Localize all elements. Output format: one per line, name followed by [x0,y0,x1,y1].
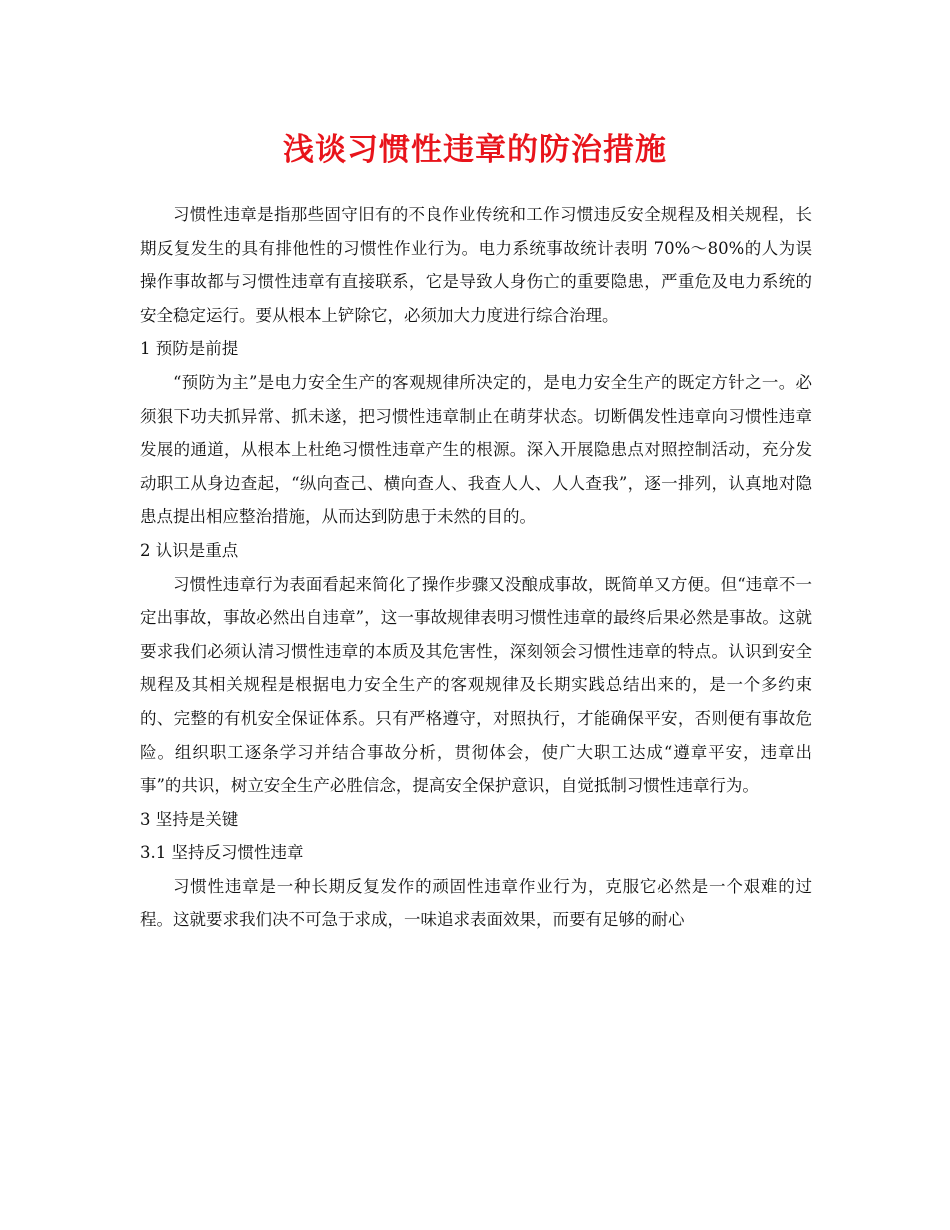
section-1-paragraph: “预防为主”是电力安全生产的客观规律所决定的，是电力安全生产的既定方针之一。必须狠下功夫抓异常、抓未遂，把习惯性违章制止在萌芽状态。切断偶发性违章向习惯性违章发展的通道，从根本上杜绝习惯性违章产生的根源。深入开展隐患点对照控制活动，充分发动职工从身边查起，“纵向查己、横向查人、我查人人、人人查我”，逐一排列，认真地对隐患点提出相应整治措施，从而达到防患于未然的目的。 [140,372,812,527]
section-heading-3: 3 坚持是关键 [140,809,239,829]
document-title: 浅谈习惯性违章的防治措施 [283,132,667,168]
document-body [140,198,812,937]
section-2-paragraph: 习惯性违章行为表面看起来简化了操作步骤又没酿成事故，既简单又方便。但“违章不一定出事故，事故必然出自违章”，这一事故规律表明习惯性违章的最终后果必然是事故。这就要求我们必须认清习惯性违章的本质及其危害性，深刻领会习惯性违章的特点。认识到安全规程及其相关规程是根据电力安全生产的客观规律及长期实践总结出来的，是一个多约束的、完整的有机安全保证体系。只有严格遵守，对照执行，才能确保平安，否则便有事故危险。组织职工逐条学习并结合事故分析，贯彻体会，使广大职工达成“遵章平安，违章出事”的共识，树立安全生产必胜信念，提高安全保护意识，自觉抵制习惯性违章行为。 [140,574,812,796]
intro-paragraph: 习惯性违章是指那些固守旧有的不良作业传统和工作习惯违反安全规程及相关规程，长期反复发生的具有排他性的习惯性作业行为。电力系统事故统计表明 70%～80%的人为误操作事故都与习惯性违章有直接联系，它是导致人身伤亡的重要隐患，严重危及电力系统的安全稳定运行。要从根本上铲除它，必须加大力度进行综合治理。 [140,205,812,325]
section-heading-1: 1 预防是前提 [140,339,239,359]
subsection-heading-3-1: 3.1 坚持反习惯性违章 [140,843,304,863]
section-heading-2: 2 认识是重点 [140,540,239,560]
subsection-3-1-paragraph: 习惯性违章是一种长期反复发作的顽固性违章作业行为，克服它必然是一个艰难的过程。这就要求我们决不可急于求成，一味追求表面效果，而要有足够的耐心 [140,876,812,930]
